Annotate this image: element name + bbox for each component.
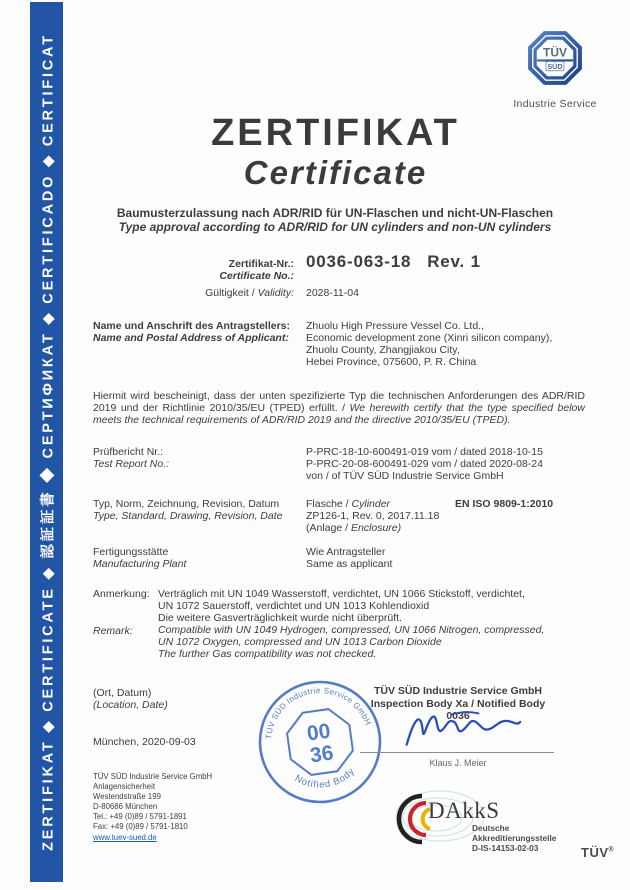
stamp-number-top: 00 [305,719,332,746]
validity-label-de: Gültigkeit / [205,287,258,299]
standard-reference: EN ISO 9809-1:2010 [455,498,554,510]
location-date-value: München, 2020-09-03 [93,736,196,748]
tuv-sud-logo [495,27,615,110]
dakks-caption: Deutsche Akkreditierungsstelle D-IS-14153-02-03 [472,823,557,853]
applicant-address: Zhuolu High Pressure Vessel Co. Ltd., Economic development zone (Xinri silicon company), Zhuolu County, Zhangjiakou City, Hebei Province, 075600, P. R. China [306,320,553,368]
test-report-values: P-PRC-18-10-600491-019 vom / dated 2018-10-15 P-PRC-20-08-600491-029 vom / dated 2020-08-24 von / of TÜV SÜD Industrie Service GmbH [306,446,543,482]
type-label-en: Type, Standard, Drawing, Revision, Date [93,510,283,522]
remark-label-de: Anmerkung: [93,588,150,600]
remark-text: Verträglich mit UN 1049 Wasserstoff, verdichtet, UN 1066 Stickstoff, verdichtet, UN 1072 Sauerstoff, verdichtet und UN 1013 Kohlendioxid Die weitere Gasverträglichkeit wurde nicht überprüft. Compatible with UN 1049 Hydrogen, compressed, UN 1066 Nitrogen, compressed, UN 1072 Oxygen, compressed and UN 1013 Carbon Dioxide The further Gas compatibility was not checked. [158,588,545,660]
footer-address: TÜV SÜD Industrie Service GmbH Anlagensicherheit Westendstraße 199 D-80686 München Tel.: +49 (0)89 / 5791-1891 Fax: +49 (0)89 / 5791-1810 www.tuev-sued.de [93,772,213,842]
page-title-de: ZERTIFIKAT [211,112,460,154]
certificate-side-band [30,2,63,882]
validity-label-en: Validity: [257,287,294,299]
subtitle-en: Type approval according to ADR/RID for UN cylinders and non-UN cylinders [118,219,552,234]
remark-label-en: Remark: [93,624,133,637]
type-label-de: Typ, Norm, Zeichnung, Revision, Datum [93,498,280,510]
subtitle-de: Baumusterzulassung nach ADR/RID für UN-Flaschen und nicht-UN-Flaschen [116,206,554,220]
certificate-number: 0036-063-18 Rev. 1 [306,252,481,271]
test-report-label-de: Prüfbericht Nr.: [93,446,164,458]
signature-line [360,752,554,753]
signature-icon [400,703,525,755]
certificate-revision: Rev. 1 [427,252,481,271]
test-report-label-en: Test Report No.: [93,458,170,470]
validity-value: 2028-11-04 [306,287,359,299]
location-date-label: (Ort, Datum) (Location, Date) [93,687,168,711]
cert-no-label-de: Zertifikat-Nr.: [228,258,294,270]
dakks-wordmark: DAkkS [428,798,500,823]
plant-label-de: Fertigungsstätte [93,546,169,558]
stamp-number-bottom: 36 [308,741,335,768]
dakks-logo [388,790,573,860]
signer-name: Klaus J. Meier [429,758,487,768]
title-block [93,112,578,192]
applicant-label-de: Name und Anschrift des Antragstellers: [93,320,291,332]
tuv-corner-mark: TÜV® [581,845,615,860]
website-link[interactable]: www.tuev-sued.de [93,832,157,842]
subtitle [70,207,600,234]
issuer-name: TÜV SÜD Industrie Service GmbH [373,685,543,697]
cert-no-label-en: Certificate No.: [219,270,294,282]
svg-text:Notified Body [292,765,359,795]
side-band-text: ZERTIFIKAT ◆ CERTIFICATE ◆ 認証証書 ◆ СЕРТИФИКАТ ◆ CERTIFICADO ◆ CERTIFICAT [40,33,56,851]
tuv-sud-octagon-icon [525,27,585,89]
logo-sud-text: SÜD [547,61,563,71]
logo-caption: Industrie Service [513,98,597,110]
type-values: Flasche / Cylinder ZP126-1, Rev. 0, 2017.11.18 (Anlage / Enclosure) [306,498,440,534]
plant-values: Wie Antragsteller Same as applicant [306,546,393,570]
applicant-label-en: Name and Postal Address of Applicant: [93,332,289,344]
plant-label-en: Manufacturing Plant [93,558,187,570]
remark-row [93,588,585,660]
stamp-ring-top-text: TÜV SÜD Industrie Service GmbH [264,685,373,740]
certification-statement: Hiermit wird bescheinigt, dass der unten spezifizierte Typ die technischen Anforderungen des ADR/RID 2019 und der Richtlinie 2010/35/EU (TPED) erfüllt. / We herewith certify that the type specified below meets the technical requirements of ADR/RID 2019 and the directive 2010/35/EU (TPED). [93,390,585,427]
logo-tuv-text: TÜV [543,45,567,60]
page-title-en: Certificate [243,154,428,191]
stamp-ring-bottom-text: Notified Body [292,765,358,791]
registered-icon: ® [608,846,615,854]
issuer-body: Inspection Body Xa / Notified Body 0036 [370,697,546,722]
